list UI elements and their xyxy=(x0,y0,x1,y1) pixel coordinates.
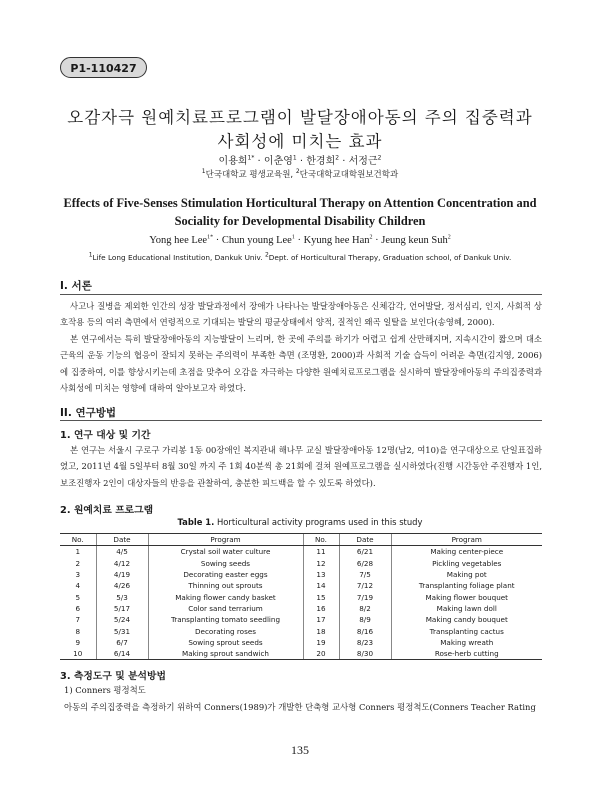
table-cell: Transplanting cactus xyxy=(391,625,542,636)
section-divider xyxy=(60,294,542,295)
table-cell: 8/9 xyxy=(339,614,391,625)
table-cell: Crystal soil water culture xyxy=(148,546,303,558)
affiliation-superscript: 1 xyxy=(88,251,93,259)
author-superscript: 2 xyxy=(377,154,382,162)
table-cell: 5/17 xyxy=(96,603,148,614)
author-superscript: 2 xyxy=(369,234,373,241)
table-cell: Making candy bouquet xyxy=(391,614,542,625)
intro-paragraph-2: 본 연구에서는 특히 발달장애아동의 지능발달이 느리며, 한 곳에 주의를 하기가 어렵고 쉽게 산만해지며, 지속시간이 짧으며 대소 근육의 운동 기능의 협응이 잘되지 못하는 주의력이 부족한 측면 (조명환, 2000)과 사회적 기술 습득이 어려운 측면(김지영, 2006)에 집중하여, 이를 향상시키는데 초점을 맞추어 오감을 자극하는 다양한 원예치료프로그램을 실시하여 발달장애아동의 주의집중력과 사회성에 미치는 영향에 대하여 알아보고자 하였다. xyxy=(60,334,542,393)
program-table xyxy=(60,533,542,660)
section-divider xyxy=(60,420,542,421)
section-heading-methods: II. 연구방법 xyxy=(60,407,117,419)
table-caption-text: Horticultural activity programs used in this study xyxy=(214,517,423,527)
table-cell: 6/14 xyxy=(96,648,148,660)
english-title-line-1: Effects of Five-Senses Stimulation Horticultural Therapy on Attention Concentration and xyxy=(63,196,537,210)
table-row xyxy=(60,637,542,648)
subsection-heading-measurement: 3. 측정도구 및 분석방법 xyxy=(60,671,166,682)
affiliation-superscript: 2 xyxy=(295,168,300,176)
table-row xyxy=(60,625,542,636)
table-cell: 6/7 xyxy=(96,637,148,648)
table-cell: Rose-herb cutting xyxy=(391,648,542,660)
table-cell: 5/24 xyxy=(96,614,148,625)
table-cell: 13 xyxy=(303,569,339,580)
table-row xyxy=(60,558,542,569)
table-cell: 14 xyxy=(303,580,339,591)
intro-paragraph-1: 사고나 질병을 제외한 인간의 성장 발달과정에서 장애가 나타나는 발달장애아동은 신체감각, 언어발달, 정서심리, 인지, 사회적 상호작용 등의 여러 측면에서 연령적으로 기대되는 발달의 평균상태에서 양적, 질적인 왜곡 일탈을 보인다(송영혜, 2000). xyxy=(60,301,542,328)
table-cell: 7 xyxy=(75,615,81,625)
table-cell: 8/30 xyxy=(339,648,391,660)
table-row xyxy=(60,580,542,591)
paper-id-badge: P1-110427 xyxy=(60,57,147,78)
table-cell: Transplanting foliage plant xyxy=(391,580,542,591)
table-cell: 16 xyxy=(303,603,339,614)
table-cell: Making pot xyxy=(391,569,542,580)
korean-title-line-1: 오감자극 원예치료프로그램이 발달장애아동의 주의 집중력과 xyxy=(67,108,533,127)
author-name: Jeung keun Suh xyxy=(381,235,448,246)
table-row xyxy=(60,591,542,602)
korean-title-line-2: 사회성에 미치는 효과 xyxy=(217,132,383,151)
english-title-line-2: Sociality for Developmental Disability Children xyxy=(174,214,426,228)
author-name: Yong hee Lee xyxy=(149,235,208,246)
table-row xyxy=(60,569,542,580)
table-cell: Making wreath xyxy=(391,637,542,648)
table-cell: 6/21 xyxy=(339,546,391,558)
table-cell: Sowing sprout seeds xyxy=(148,637,303,648)
author-name: 이춘영 xyxy=(263,156,293,167)
table-cell: 7/5 xyxy=(339,569,391,580)
english-authors: Yong hee Lee$^{1*}$ · Chun young Lee$^1$ · Kyung hee Han$^2$ · Jeung keun Suh$^2$ xyxy=(149,234,451,246)
measurement-item-label: 1) Conners 평정척도 xyxy=(64,685,146,695)
table-row xyxy=(60,614,542,625)
subjects-paragraph: 본 연구는 서울시 구로구 가리봉 1동 00장애인 복지관내 해나무 교실 발달장애아동 12명(남2, 여10)을 연구대상으로 단일표집하였고, 2011년 4월 5일부터 8월 30일 까지 주 1회 40분씩 총 21회에 걸쳐 원예프로그램을 실시하였다(진행 시간동안 주진행자 1인, 보조진행자 2인이 대상자들의 반응을 관찰하여, 충분한 피드백을 할 수 있도록 하였다). xyxy=(60,445,542,488)
table-header-cell: No. xyxy=(60,534,96,546)
table-row xyxy=(60,648,542,660)
table-cell: 4/26 xyxy=(96,580,148,591)
affiliation-text: Dept. of Horticultural Therapy, Graduation school, of Dankuk Univ. xyxy=(268,253,512,262)
table-cell: 5/3 xyxy=(96,591,148,602)
table-cell: Decorating roses xyxy=(148,625,303,636)
table-cell: 5 xyxy=(75,592,81,602)
author-name: 이용희 xyxy=(218,156,248,167)
table-cell: 5/31 xyxy=(96,625,148,636)
table-cell: 18 xyxy=(303,625,339,636)
table-cell: Making sprout sandwich xyxy=(148,648,303,660)
table-cell: 4 xyxy=(75,581,81,591)
table-cell: 20 xyxy=(303,648,339,660)
affiliation-text: 단국대학교대학원보건학과 xyxy=(299,170,399,180)
table-cell: Thinning out sprouts xyxy=(148,580,303,591)
table-cell: 12 xyxy=(303,558,339,569)
table-header-cell: Date xyxy=(339,534,391,546)
table-cell: 19 xyxy=(303,637,339,648)
table-cell: 1 xyxy=(75,547,81,557)
table-cell: Making lawn doll xyxy=(391,603,542,614)
table-cell: 15 xyxy=(303,591,339,602)
table-cell: 9 xyxy=(75,637,81,647)
author-name: 한경희 xyxy=(306,156,336,167)
subsection-heading-subjects: 1. 연구 대상 및 기간 xyxy=(60,430,151,441)
table-cell: 8/16 xyxy=(339,625,391,636)
author-superscript: 2 xyxy=(335,154,340,162)
table-cell: Making center-piece xyxy=(391,546,542,558)
table-cell: Transplanting tomato seedling xyxy=(148,614,303,625)
author-superscript: 1* xyxy=(207,234,214,241)
table-cell: Color sand terrarium xyxy=(148,603,303,614)
page-number: 135 xyxy=(291,743,309,757)
table-caption xyxy=(0,517,600,527)
affiliation-text: 단국대학교 평생교육원, xyxy=(205,170,296,180)
table-header-row xyxy=(60,534,542,546)
table-cell: 4/5 xyxy=(96,546,148,558)
table-cell: Sowing seeds xyxy=(148,558,303,569)
author-superscript: 1* xyxy=(247,154,255,162)
table-cell: 8/23 xyxy=(339,637,391,648)
table-cell: 11 xyxy=(303,546,339,558)
author-name: Kyung hee Han xyxy=(303,235,370,246)
affiliation-superscript: 2 xyxy=(264,251,269,259)
table-cell: 2 xyxy=(75,558,81,568)
section-heading-introduction: I. 서론 xyxy=(60,280,92,292)
table-cell: 7/19 xyxy=(339,591,391,602)
table-cell: Decorating easter eggs xyxy=(148,569,303,580)
korean-affiliations xyxy=(0,168,600,180)
measurement-paragraph: 아동의 주의집중력을 측정하기 위하여 Conners(1989)가 개발한 단축형 교사형 Conners 평정척도(Conners Teacher Rating xyxy=(64,702,536,712)
table-cell: 3 xyxy=(75,570,81,580)
table-caption-label: Table 1. xyxy=(177,517,215,527)
author-name: 서정근 xyxy=(348,156,378,167)
table-cell: 6 xyxy=(75,603,81,613)
table-cell: Pickling vegetables xyxy=(391,558,542,569)
table-cell: 8/2 xyxy=(339,603,391,614)
table-row xyxy=(60,603,542,614)
table-header-cell: Program xyxy=(391,534,542,546)
table-cell: 4/19 xyxy=(96,569,148,580)
korean-authors: 이용희$^{1*}$ · 이춘영$^1$ · 한경희$^2$ · 서정근$^2$ xyxy=(218,154,382,167)
table-cell: 8 xyxy=(75,626,81,636)
affiliation-text: Life Long Educational Institution, Dankuk Univ. xyxy=(92,253,265,262)
author-superscript: 1 xyxy=(292,154,297,162)
affiliation-superscript: 1 xyxy=(201,168,206,176)
table-row xyxy=(60,546,542,558)
english-affiliations xyxy=(0,253,600,262)
table-cell: Making flower candy basket xyxy=(148,591,303,602)
author-name: Chun young Lee xyxy=(221,235,292,246)
table-cell: 7/12 xyxy=(339,580,391,591)
author-superscript: 2 xyxy=(447,234,451,241)
table-cell: 17 xyxy=(303,614,339,625)
author-superscript: 1 xyxy=(291,234,295,241)
subsection-heading-program: 2. 원예치료 프로그램 xyxy=(60,505,154,516)
table-header-cell: Date xyxy=(96,534,148,546)
table-header-cell: No. xyxy=(303,534,339,546)
table-cell: 6/28 xyxy=(339,558,391,569)
table-cell: Making flower bouquet xyxy=(391,591,542,602)
table-header-cell: Program xyxy=(148,534,303,546)
table-cell: 4/12 xyxy=(96,558,148,569)
table-cell: 10 xyxy=(60,648,96,660)
